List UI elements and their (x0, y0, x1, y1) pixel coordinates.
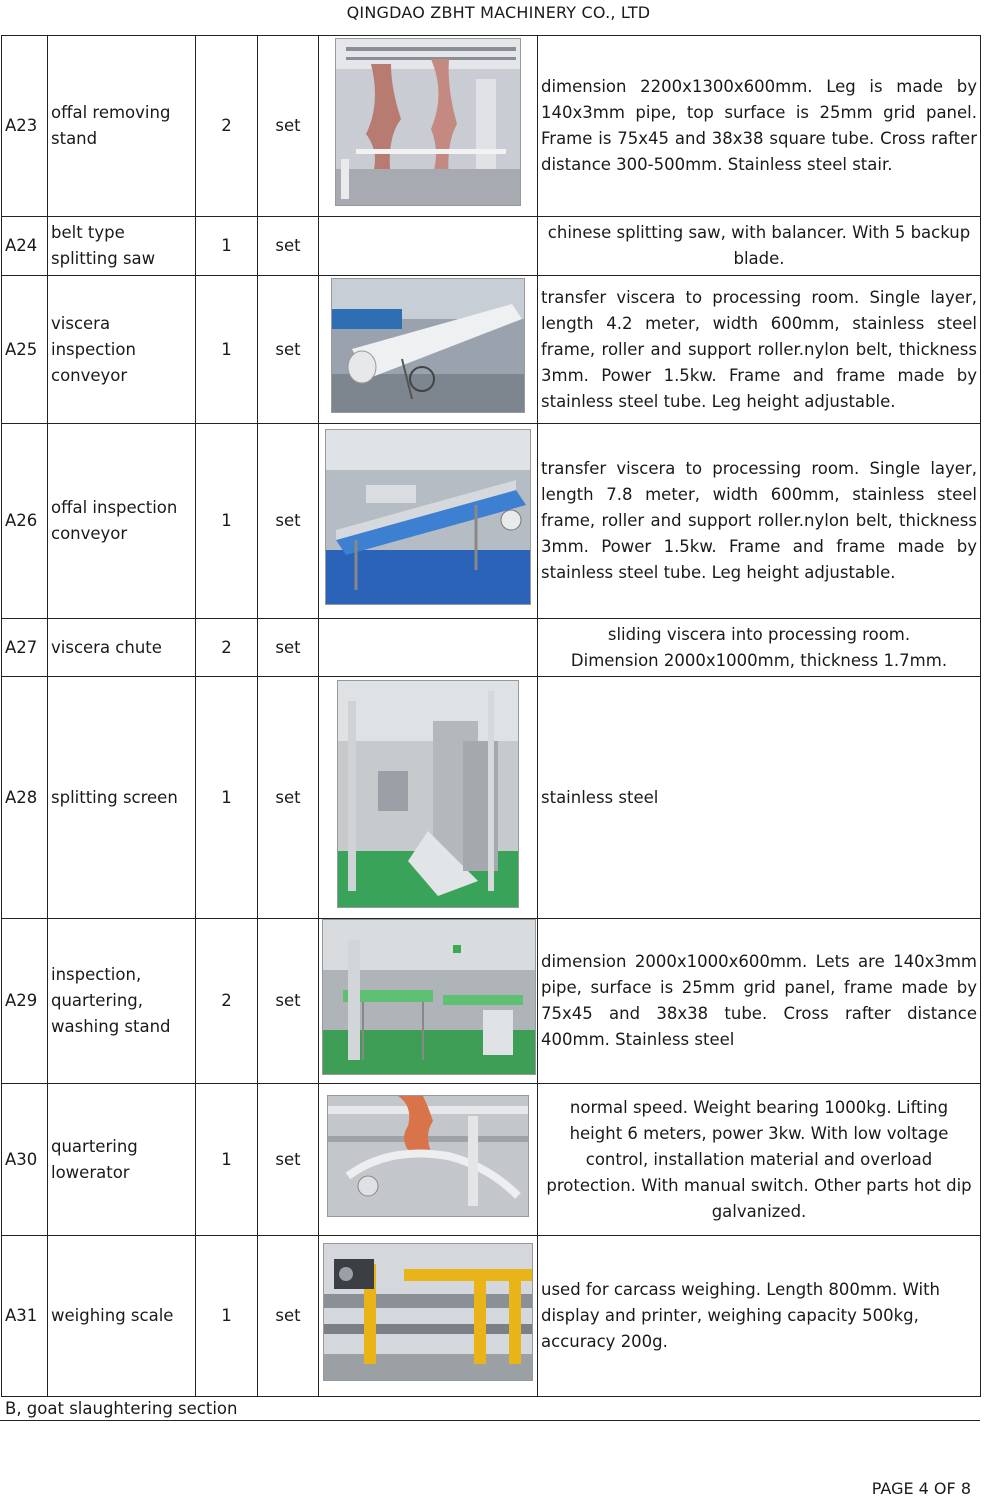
item-description: transfer viscera to processing room. Single layer, length 4.2 meter, width 600mm, stainless steel frame, roller and support roller.nylon belt, thickness 3mm. Power 1.5kw. Frame and frame made by stainless steel tube. Leg height adjustable. (538, 276, 981, 424)
viscera-inspection-conveyor-photo (331, 278, 525, 413)
item-name: offal removing stand (48, 36, 196, 217)
item-description (538, 619, 981, 677)
splitting-screen-photo (337, 680, 519, 908)
table-row (2, 217, 981, 276)
item-code: A29 (2, 919, 48, 1084)
table-row (2, 677, 981, 919)
table-row (2, 276, 981, 424)
item-unit: set (258, 619, 319, 677)
item-description: dimension 2000x1000x600mm. Lets are 140x3mm pipe, surface is 25mm grid panel, frame made by 75x45 and 38x38 tube. Cross rafter distance 400mm. Stainless steel (538, 919, 981, 1084)
item-unit: set (258, 919, 319, 1084)
item-name: quartering lowerator (48, 1084, 196, 1236)
equipment-table (1, 35, 981, 1397)
item-unit: set (258, 1084, 319, 1236)
item-unit: set (258, 36, 319, 217)
item-unit: set (258, 276, 319, 424)
weighing-scale-photo (323, 1243, 533, 1381)
table-row (2, 619, 981, 677)
item-name: splitting screen (48, 677, 196, 919)
item-description: dimension 2200x1300x600mm. Leg is made by 140x3mm pipe, top surface is 25mm grid panel. Frame is 75x45 and 38x38 square tube. Cross rafter distance 300-500mm. Stainless steel stair. (538, 36, 981, 217)
item-qty: 1 (196, 217, 258, 276)
item-name: belt type splitting saw (48, 217, 196, 276)
item-code: A30 (2, 1084, 48, 1236)
item-name: weighing scale (48, 1236, 196, 1397)
item-description: used for carcass weighing. Length 800mm. With display and printer, weighing capacity 500kg, accuracy 200g. (538, 1236, 981, 1397)
section-divider (0, 1420, 980, 1421)
page-header: QINGDAO ZBHT MACHINERY CO., LTD (346, 3, 651, 22)
table-row (2, 36, 981, 217)
section-label: B, goat slaughtering section (5, 1399, 238, 1418)
item-unit: set (258, 217, 319, 276)
table-row (2, 1084, 981, 1236)
table-row (2, 919, 981, 1084)
item-code: A31 (2, 1236, 48, 1397)
item-code: A24 (2, 217, 48, 276)
item-unit: set (258, 677, 319, 919)
item-qty: 1 (196, 1236, 258, 1397)
item-name: viscera inspection conveyor (48, 276, 196, 424)
item-code: A26 (2, 424, 48, 619)
item-code: A28 (2, 677, 48, 919)
item-code: A23 (2, 36, 48, 217)
offal-inspection-conveyor-photo (325, 429, 531, 605)
item-qty: 1 (196, 276, 258, 424)
item-qty: 1 (196, 677, 258, 919)
item-qty: 2 (196, 619, 258, 677)
item-unit: set (258, 424, 319, 619)
item-description: chinese splitting saw, with balancer. With 5 backup blade. (538, 217, 981, 276)
item-description-line: sliding viscera into processing room. (607, 624, 911, 644)
quartering-lowerator-photo (327, 1095, 529, 1217)
item-description: transfer viscera to processing room. Single layer, length 7.8 meter, width 600mm, stainless steel frame, roller and support roller.nylon belt, thickness 3mm. Power 1.5kw. Frame and frame made by stainless steel tube. Leg height adjustable. (538, 424, 981, 619)
item-qty: 1 (196, 424, 258, 619)
item-description: normal speed. Weight bearing 1000kg. Lifting height 6 meters, power 3kw. With low voltage control, installation material and overload protection. With manual switch. Other parts hot dip galvanized. (538, 1084, 981, 1236)
offal-removing-stand-photo (335, 38, 521, 206)
item-qty: 2 (196, 36, 258, 217)
item-name: viscera chute (48, 619, 196, 677)
item-code: A27 (2, 619, 48, 677)
table-row (2, 1236, 981, 1397)
item-qty: 2 (196, 919, 258, 1084)
item-qty: 1 (196, 1084, 258, 1236)
inspection-quartering-washing-stand-photo (322, 919, 536, 1075)
item-name: offal inspection conveyor (48, 424, 196, 619)
item-code: A25 (2, 276, 48, 424)
item-name: inspection, quartering, washing stand (48, 919, 196, 1084)
table-row (2, 424, 981, 619)
item-description: stainless steel (538, 677, 981, 919)
item-description-line: Dimension 2000x1000mm, thickness 1.7mm. (570, 650, 948, 670)
page-number: PAGE 4 OF 8 (871, 1479, 971, 1498)
item-unit: set (258, 1236, 319, 1397)
